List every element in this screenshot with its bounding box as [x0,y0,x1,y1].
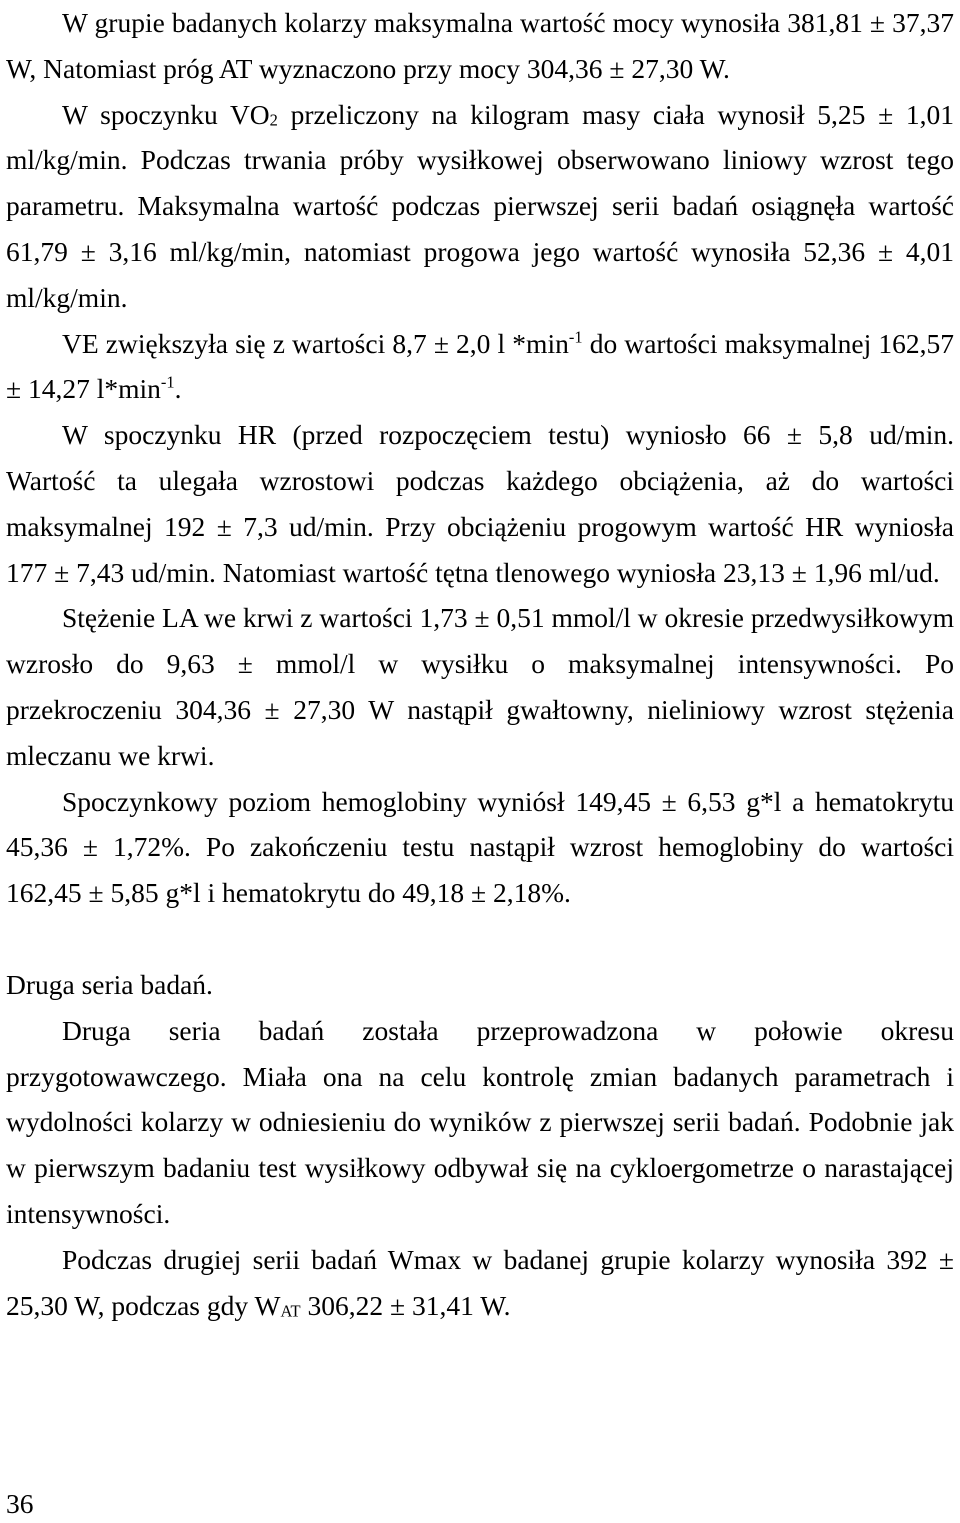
ve-text-mid: do wartości maksymalnej 162,57 ± 14,27 l*min [6,327,954,405]
section-heading: Druga seria badań. [6,968,213,1000]
ve-text-pre: VE zwiększyła się z wartości 8,7 ± 2,0 l *min [62,327,569,359]
paragraph-max-power: W grupie badanych kolarzy maksymalna wartość mocy wynosiła 381,81 ± 37,37 W, Natomiast próg AT wyznaczono przy mocy 304,36 ± 27,30 W. [6,7,954,84]
document-page [6,0,954,1328]
wmax-text-pre: Podczas drugiej serii badań Wmax w badanej grupie kolarzy wynosiła 392 ± 25,30 W, podczas gdy W [6,1243,954,1321]
paragraph-lactate: Stężenie LA we krwi z wartości 1,73 ± 0,51 mmol/l w okresie przedwysiłkowym wzrosło do 9,63 ± mmol/l w wysiłku o maksymalnej intensywności. Po przekroczeniu 304,36 ± 27,30 W nastąpił gwałtowny, nieliniowy wzrost stężenia mleczanu we krwi. [6,602,954,771]
paragraph-wmax [6,1237,954,1329]
paragraph-ve [6,321,954,413]
vo2-subscript: 2 [269,110,278,130]
ve-text-post: . [174,373,182,405]
vo2-text-post: przeliczony na kilogram masy ciała wynosił 5,25 ± 1,01 ml/kg/min. Podczas trwania próby wysiłkowej obserwowano liniowy wzrost tego parametru. Maksymalna wartość podczas pierwszej serii badań osiągnęła wartość 61,79 ± 3,16 ml/kg/min, natomiast progowa jego wartość wynosiła 52,36 ± 4,01 ml/kg/min. [6,98,954,313]
ve-superscript-2: -1 [160,372,175,392]
paragraph-second-series: Druga seria badań została przeprowadzona w połowie okresu przygotowawczego. Miała ona na celu kontrolę zmian badanych parametrach i wydolności kolarzy w odniesieniu do wyników z pierwszej serii badań. Podobnie jak w pierwszym badaniu test wysiłkowy odbywał się na cykloergometrze o narastającej intensywności. [6,1014,954,1229]
paragraph-hemoglobin: Spoczynkowy poziom hemoglobiny wyniósł 149,45 ± 6,53 g*l a hematokrytu 45,36 ± 1,72%. Po zakończeniu testu nastąpił wzrost hemoglobiny do wartości 162,45 ± 5,85 g*l i hematokrytu do 49,18 ± 2,18%. [6,785,954,909]
paragraph-heart-rate: W spoczynku HR (przed rozpoczęciem testu) wyniosło 66 ± 5,8 ud/min. Wartość ta ulegała wzrostowi podczas każdego obciążenia, aż do wartości maksymalnej 192 ± 7,3 ud/min. Przy obciążeniu progowym wartość HR wyniosła 177 ± 7,43 ud/min. Natomiast wartość tętna tlenowego wyniosła 23,13 ± 1,96 ml/ud. [6,419,954,588]
page-number: 36 [6,1488,34,1519]
ve-superscript-1: -1 [568,326,583,346]
wmax-text-post: 306,22 ± 31,41 W. [300,1289,511,1321]
paragraph-vo2 [6,92,954,321]
wmax-subscript: AT [280,1301,301,1321]
vo2-text-pre: W spoczynku VO [62,98,270,130]
